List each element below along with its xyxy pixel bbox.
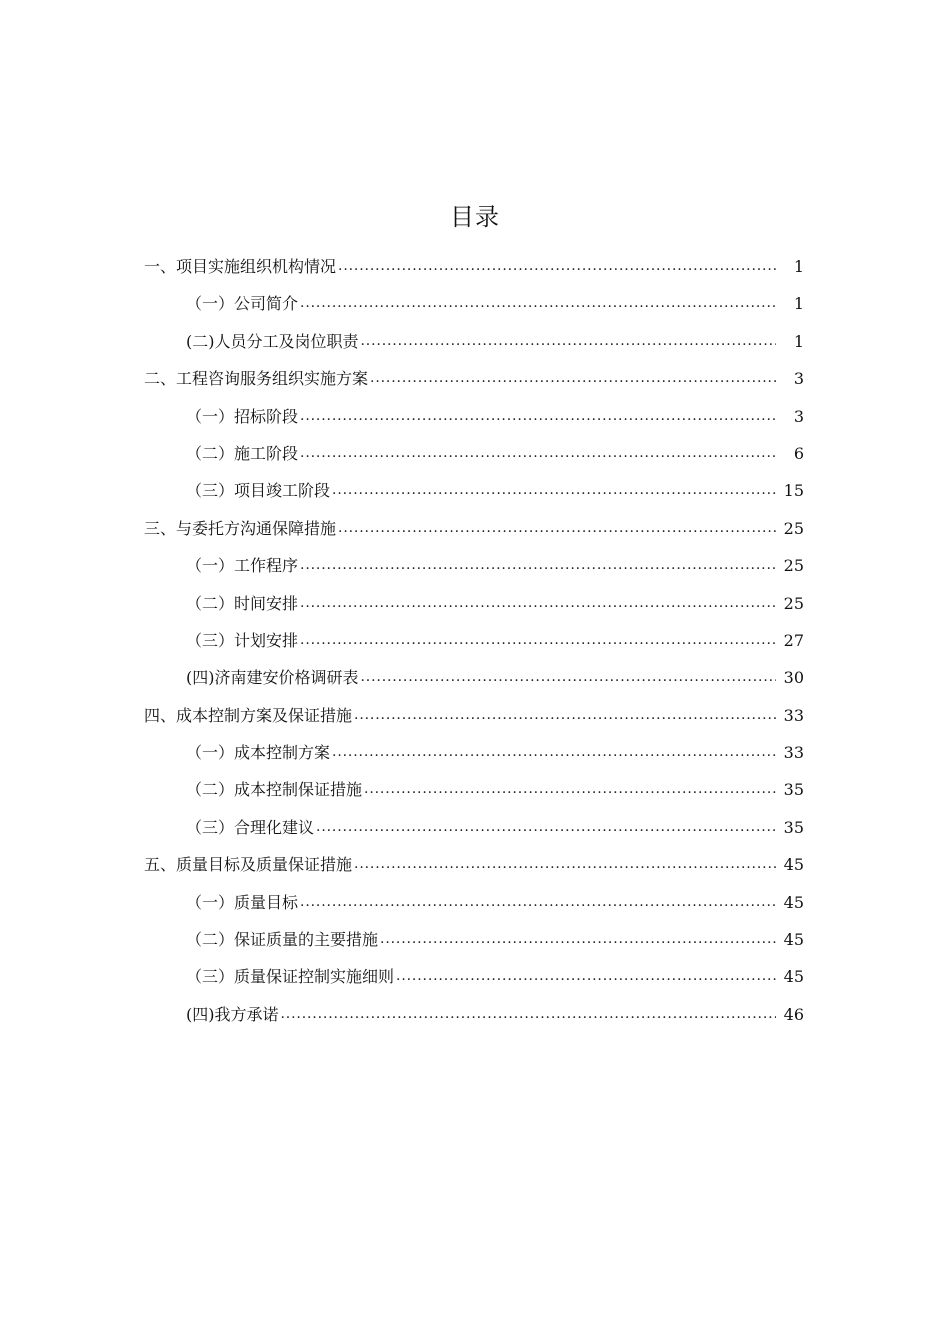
toc-entry[interactable]: [0, 323, 950, 360]
toc-dot-leader: [300, 884, 776, 921]
toc-entry-text: （一）质量目标: [186, 884, 300, 921]
toc-page-number: 35: [783, 817, 804, 837]
toc-entry[interactable]: [0, 958, 950, 995]
toc-page-number: 33: [783, 705, 804, 725]
toc-entry[interactable]: [0, 697, 950, 734]
toc-page-number: 25: [783, 593, 804, 613]
toc-entry-text: (四)济南建安价格调研表: [186, 659, 361, 696]
toc-page-number: 1: [793, 331, 804, 351]
toc-dot-leader: [281, 996, 777, 1033]
toc-entry[interactable]: [0, 285, 950, 322]
toc-entry-text: （三）合理化建议: [186, 809, 316, 846]
toc-page-number: 27: [783, 630, 804, 650]
toc-entry[interactable]: [0, 622, 950, 659]
toc-dot-leader: [300, 398, 776, 435]
toc-entry[interactable]: [0, 884, 950, 921]
toc-entry[interactable]: [0, 809, 950, 846]
toc-dot-leader: [364, 771, 776, 808]
toc-entry[interactable]: [0, 734, 950, 771]
toc-entry-text: （二）时间安排: [186, 585, 300, 622]
toc-dot-leader: [361, 323, 777, 360]
toc-page-number: 1: [793, 257, 804, 276]
toc-entry-text: 二、工程咨询服务组织实施方案: [144, 360, 370, 397]
toc-entry[interactable]: [0, 771, 950, 808]
toc-entry[interactable]: [0, 360, 950, 397]
toc-entry-text: （二）施工阶段: [186, 435, 300, 472]
toc-entry-text: 三、与委托方沟通保障措施: [144, 510, 338, 547]
toc-entry-text: 一、项目实施组织机构情况: [144, 248, 338, 285]
toc-entry-text: （三）质量保证控制实施细则: [186, 958, 396, 995]
toc-dot-leader: [300, 547, 776, 584]
toc-dot-leader: [332, 734, 776, 771]
toc-entry[interactable]: [0, 846, 950, 883]
toc-entry-text: （一）招标阶段: [186, 398, 300, 435]
toc-page-number: 1: [793, 294, 804, 314]
toc-dot-leader: [370, 360, 776, 397]
toc-page-number: 3: [793, 369, 804, 389]
toc-dot-leader: [332, 472, 776, 509]
toc-page-number: 25: [783, 556, 804, 576]
toc-page-number: 45: [783, 930, 804, 950]
toc-page-number: 25: [783, 518, 804, 538]
toc-entry-text: (四)我方承诺: [186, 996, 281, 1033]
toc-page-number: 3: [793, 406, 804, 426]
toc-list: [0, 248, 950, 1033]
toc-dot-leader: [300, 435, 776, 472]
toc-entry[interactable]: [0, 659, 950, 696]
toc-entry[interactable]: [0, 547, 950, 584]
toc-page-number: 15: [783, 481, 804, 501]
toc-page-number: 35: [783, 780, 804, 800]
toc-page-number: 33: [783, 743, 804, 763]
toc-page-number: 45: [783, 892, 804, 912]
toc-entry[interactable]: [0, 921, 950, 958]
toc-entry-text: （一）工作程序: [186, 547, 300, 584]
toc-dot-leader: [354, 697, 776, 734]
toc-entry-text: （一）公司简介: [186, 285, 300, 322]
toc-entry-text: （三）项目竣工阶段: [186, 472, 332, 509]
toc-entry-text: (二)人员分工及岗位职责: [186, 323, 361, 360]
toc-entry-text: （三）计划安排: [186, 622, 300, 659]
toc-entry-text: （一）成本控制方案: [186, 734, 332, 771]
toc-entry[interactable]: [0, 398, 950, 435]
toc-entry[interactable]: [0, 248, 950, 285]
toc-dot-leader: [300, 585, 776, 622]
toc-entry-text: （二）保证质量的主要措施: [186, 921, 380, 958]
toc-entry-text: 四、成本控制方案及保证措施: [144, 697, 354, 734]
toc-dot-leader: [380, 921, 776, 958]
toc-dot-leader: [338, 510, 776, 547]
toc-dot-leader: [300, 285, 776, 322]
toc-entry[interactable]: [0, 585, 950, 622]
toc-dot-leader: [300, 622, 776, 659]
toc-entry-text: （二）成本控制保证措施: [186, 771, 364, 808]
toc-dot-leader: [361, 659, 777, 696]
toc-entry[interactable]: [0, 996, 950, 1033]
toc-entry[interactable]: [0, 510, 950, 547]
toc-page-number: 30: [783, 668, 804, 688]
toc-entry[interactable]: [0, 472, 950, 509]
toc-page-number: 45: [783, 967, 804, 987]
toc-dot-leader: [396, 958, 776, 995]
toc-dot-leader: [316, 809, 776, 846]
toc-title: 目录: [450, 203, 500, 231]
toc-page-number: 46: [783, 1004, 804, 1024]
toc-page-number: 6: [793, 443, 804, 463]
toc-dot-leader: [354, 846, 776, 883]
toc-dot-leader: [338, 248, 776, 285]
toc-entry[interactable]: [0, 435, 950, 472]
toc-page-number: 45: [783, 855, 804, 875]
toc-entry-text: 五、质量目标及质量保证措施: [144, 846, 354, 883]
